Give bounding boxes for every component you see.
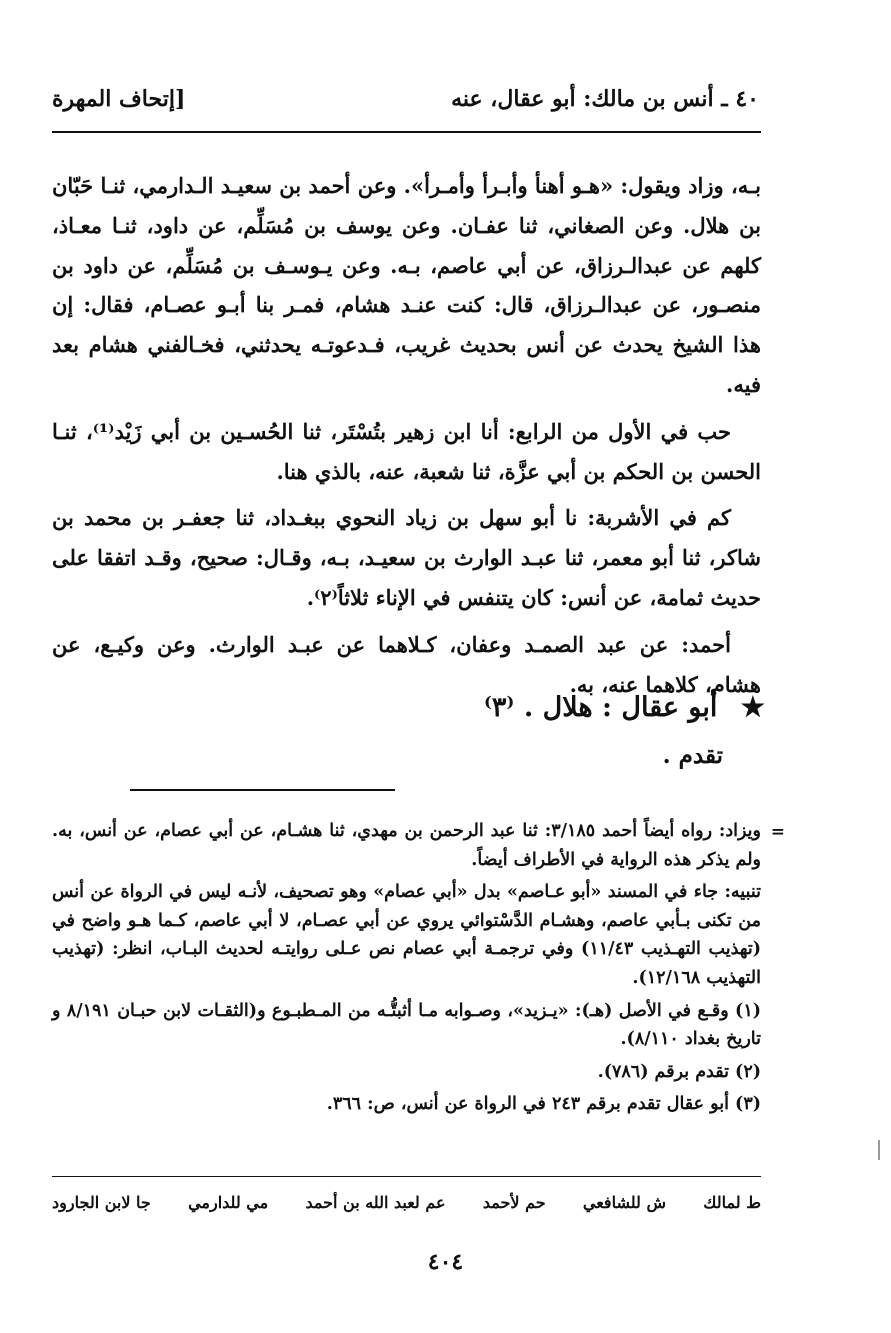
footnote-item: (٢) تقدم برقم (٧٨٦). <box>597 1061 761 1082</box>
abbreviation-item: جا لابن الجارود <box>52 1193 151 1212</box>
entry-heading-text: أبو عقال : هلال . ⁽٣⁾ <box>483 692 718 723</box>
paragraph-4: أحمد: عن عبد الصمـد وعفان، كـلاهما عن عبـد الوارث. وعن وكيـع، عن هشام، كلاهما عنه، به. <box>52 631 761 697</box>
entry-tail-text: تقدم . <box>662 742 723 769</box>
header-rule <box>52 131 761 133</box>
running-title-right: ٤٠ ـ أنس بن مالك: أبو عقال، عنه <box>451 86 759 112</box>
continuation-marker: = <box>770 822 785 842</box>
abbreviation-item: ش للشافعي <box>582 1193 666 1212</box>
footnote-item: (١) وقـع في الأصل (هـ): «يـزيد»، وصـوابه مـا أثبتُّـه من المـطبـوع و(الثقـات لابن حبـان ٨/١٩١ و تاريخ بغداد ٨/١١٠). <box>52 1000 761 1050</box>
running-title-left: [إتحاف المهرة <box>52 86 186 112</box>
footnotes <box>52 817 761 1123</box>
footnote-item: ويزاد: رواه أيضاً أحمد ٣/١٨٥: ثنا عبد الرحمن بن مهدي، ثنا هشـام، عن أبي عصام، عن أنس، به. ولم يذكر هذه الرواية في الأطراف أيضاً. <box>52 821 762 870</box>
star-icon: ★ <box>740 692 765 723</box>
abbreviation-item: ط لمالك <box>703 1193 761 1212</box>
paragraph-3: كم في الأشربة: نا أبو سهل بن زياد النحوي ببغـداد، ثنا جعفـر بن محمد بن شاكر، ثنا أبو معمر، ثنا عبـد الوارث بن سعيـد، بـه، وقـال: صحيح، وقـد اتفقا على حديث ثمامة، عن أنس: كان يتنفس في الإناء ثلاثاً⁽٢⁾. <box>52 505 761 610</box>
abbreviations-key <box>52 1193 761 1212</box>
abbreviation-item: عم لعبد الله بن أحمد <box>305 1193 446 1212</box>
abbreviation-item: مي للدارمي <box>188 1193 269 1212</box>
footnote-item: (٣) أبو عقال تقدم برقم ٢٤٣ في الرواة عن أنس، ص: ٣٦٦. <box>326 1094 761 1115</box>
footnote-item: تنبيه: جاء في المسند «أبو عـاصم» بدل «أبي عصام» وهو تصحيف، لأنـه ليس في الرواة عن أنس من تكنى بـأبي عاصم، وهشـام الدَّسْتوائي يروي عن أبي عصـام، لا أبي عاصم، كـما هـو واضح في (تهذيب التهـذيب ١١/٤٣) وفي ترجمـة أبي عصام نص عـلى روايتـه لحديث البـاب، انظر: (تهذيب التهذيب ١٢/١٦٨). <box>52 882 762 988</box>
main-text <box>52 166 761 711</box>
paragraph-1: بـه، وزاد ويقول: «هـو أهنأ وأبـرأ وأمـرأ». وعن أحمد بن سعيـد الـدارمي، ثنـا حَبّان بن هلال. وعن الصغاني، ثنا عفـان. وعن يوسف بن مُسَلِّم، عن داود، ثنـا معـاذ، كلهم عن عبدالـرزاق، عن أبي عاصم، بـه. وعن يـوسـف بن مُسَلِّم، عن داود بن منصـور، عن عبدالـرزاق، قال: كنت عنـد هشام، فمـر بنا أبـو عصـام، فقال: إن هذا الشيخ يحدث عن أنس بحديث غريب، فـدعوتـه يحدثني، فخـالفني هشام بعد فيه. <box>52 173 761 397</box>
page-header <box>52 86 759 122</box>
scan-edge-mark <box>878 1140 880 1160</box>
page-number: ٤٠٤ <box>427 1249 464 1275</box>
abbreviation-item: حم لأحمد <box>482 1193 546 1212</box>
footnote-separator <box>130 789 395 791</box>
entry-heading <box>484 692 765 723</box>
abbreviations-rule <box>52 1176 761 1177</box>
paragraph-2: حب في الأول من الرابع: أنا ابن زهير بتُسْتَر، ثنا الحُسـين بن أبي زَيْد⁽¹⁾، ثنـا الحسن بن الحكم بن أبي عزَّة، ثنا شعبة، عنه، بالذي هنا. <box>52 418 761 484</box>
